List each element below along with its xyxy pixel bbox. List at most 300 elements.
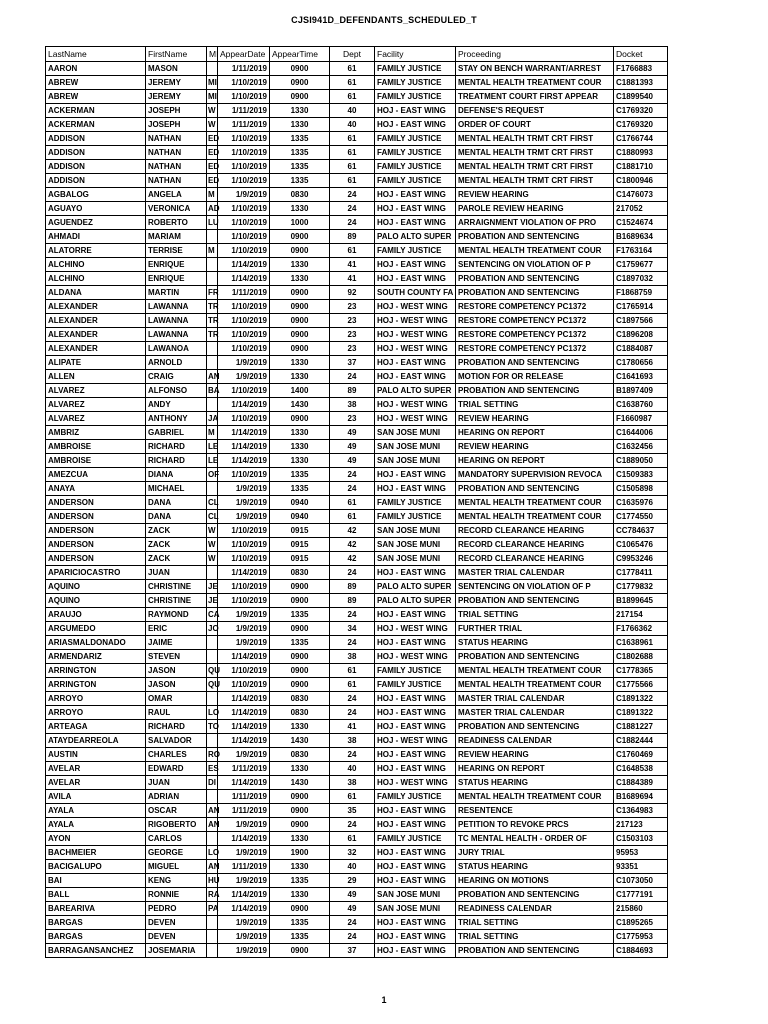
cell-appeardate: 1/10/2019 <box>218 244 270 258</box>
cell-docket: C1774550 <box>614 510 668 524</box>
cell-facility: HOJ - EAST WING <box>375 944 456 958</box>
table-row <box>46 916 668 930</box>
cell-appeartime: 0915 <box>270 524 330 538</box>
cell-proceeding: HEARING ON REPORT <box>456 426 614 440</box>
cell-dept: 42 <box>330 538 375 552</box>
cell-lastname: ALCHINO <box>46 258 146 272</box>
table-row <box>46 62 668 76</box>
cell-dept: 24 <box>330 482 375 496</box>
cell-dept: 41 <box>330 272 375 286</box>
cell-firstname: PEDRO <box>146 902 207 916</box>
cell-lastname: AYALA <box>46 818 146 832</box>
cell-mi <box>207 398 218 412</box>
cell-appeardate: 1/10/2019 <box>218 412 270 426</box>
cell-proceeding: RESTORE COMPETENCY PC1372 <box>456 342 614 356</box>
cell-docket: C1780656 <box>614 356 668 370</box>
table-row <box>46 440 668 454</box>
cell-docket: C1884389 <box>614 776 668 790</box>
cell-dept: 61 <box>330 90 375 104</box>
table-row <box>46 720 668 734</box>
cell-firstname: CHARLES <box>146 748 207 762</box>
cell-facility: SAN JOSE MUNI <box>375 538 456 552</box>
cell-appeartime: 0830 <box>270 706 330 720</box>
cell-lastname: ARROYO <box>46 706 146 720</box>
cell-docket: C1364983 <box>614 804 668 818</box>
cell-facility: HOJ - EAST WING <box>375 748 456 762</box>
cell-firstname: ANGELA <box>146 188 207 202</box>
cell-appeardate: 1/11/2019 <box>218 762 270 776</box>
cell-lastname: ADDISON <box>46 146 146 160</box>
cell-lastname: ARTEAGA <box>46 720 146 734</box>
cell-docket: 95953 <box>614 846 668 860</box>
cell-firstname: RAUL <box>146 706 207 720</box>
cell-appeartime: 0830 <box>270 748 330 762</box>
cell-proceeding: TRIAL SETTING <box>456 398 614 412</box>
page-number: 1 <box>381 995 387 1005</box>
cell-docket: C1895265 <box>614 916 668 930</box>
cell-docket: C1641693 <box>614 370 668 384</box>
cell-firstname: ZACK <box>146 524 207 538</box>
cell-appeardate: 1/9/2019 <box>218 874 270 888</box>
cell-appeartime: 0900 <box>270 90 330 104</box>
cell-proceeding: JURY TRIAL <box>456 846 614 860</box>
cell-appeartime: 1335 <box>270 482 330 496</box>
cell-appeartime: 1330 <box>270 832 330 846</box>
cell-appeardate: 1/9/2019 <box>218 496 270 510</box>
cell-proceeding: MASTER TRIAL CALENDAR <box>456 692 614 706</box>
cell-appeardate: 1/11/2019 <box>218 804 270 818</box>
cell-appeardate: 1/10/2019 <box>218 160 270 174</box>
cell-appeartime: 0900 <box>270 790 330 804</box>
cell-mi: QU <box>207 678 218 692</box>
header-row <box>46 47 668 62</box>
cell-mi: RO <box>207 748 218 762</box>
cell-proceeding: TRIAL SETTING <box>456 608 614 622</box>
cell-facility: HOJ - EAST WING <box>375 804 456 818</box>
cell-docket: C1881393 <box>614 76 668 90</box>
cell-mi: AN <box>207 804 218 818</box>
cell-dept: 61 <box>330 678 375 692</box>
cell-appeardate: 1/14/2019 <box>218 398 270 412</box>
cell-appeartime: 1330 <box>270 762 330 776</box>
table-row <box>46 804 668 818</box>
cell-lastname: ABREW <box>46 90 146 104</box>
cell-proceeding: SENTENCING ON VIOLATION OF P <box>456 580 614 594</box>
cell-docket: C1766744 <box>614 132 668 146</box>
col-header-docket: Docket <box>614 47 668 62</box>
cell-firstname: RONNIE <box>146 888 207 902</box>
cell-appeardate: 1/9/2019 <box>218 608 270 622</box>
cell-dept: 61 <box>330 244 375 258</box>
cell-firstname: LAWANOA <box>146 342 207 356</box>
cell-appeartime: 1335 <box>270 174 330 188</box>
cell-lastname: AQUINO <box>46 594 146 608</box>
cell-docket: 215860 <box>614 902 668 916</box>
cell-dept: 24 <box>330 608 375 622</box>
table-row <box>46 664 668 678</box>
cell-appeartime: 0830 <box>270 188 330 202</box>
cell-appeartime: 0940 <box>270 510 330 524</box>
cell-appeardate: 1/14/2019 <box>218 692 270 706</box>
cell-facility: FAMILY JUSTICE <box>375 510 456 524</box>
cell-proceeding: TC MENTAL HEALTH - ORDER OF <box>456 832 614 846</box>
cell-facility: HOJ - EAST WING <box>375 846 456 860</box>
cell-firstname: DANA <box>146 496 207 510</box>
cell-proceeding: PROBATION AND SENTENCING <box>456 356 614 370</box>
cell-appeartime: 0900 <box>270 622 330 636</box>
cell-mi: W <box>207 552 218 566</box>
cell-facility: PALO ALTO SUPER <box>375 384 456 398</box>
cell-dept: 89 <box>330 580 375 594</box>
cell-facility: SAN JOSE MUNI <box>375 454 456 468</box>
cell-appeartime: 0915 <box>270 552 330 566</box>
table-row <box>46 944 668 958</box>
cell-appeartime: 1335 <box>270 874 330 888</box>
cell-docket: C1778411 <box>614 566 668 580</box>
cell-firstname: ZACK <box>146 552 207 566</box>
cell-dept: 24 <box>330 748 375 762</box>
cell-mi: CL <box>207 510 218 524</box>
cell-appeartime: 1330 <box>270 888 330 902</box>
cell-mi <box>207 482 218 496</box>
cell-mi: JA <box>207 412 218 426</box>
cell-appeardate: 1/14/2019 <box>218 720 270 734</box>
cell-docket: C1648538 <box>614 762 668 776</box>
cell-mi <box>207 734 218 748</box>
cell-facility: FAMILY JUSTICE <box>375 174 456 188</box>
cell-facility: HOJ - WEST WING <box>375 342 456 356</box>
cell-docket: C1884087 <box>614 342 668 356</box>
cell-docket: F1763164 <box>614 244 668 258</box>
cell-dept: 24 <box>330 188 375 202</box>
cell-lastname: AQUINO <box>46 580 146 594</box>
cell-dept: 61 <box>330 496 375 510</box>
cell-dept: 24 <box>330 916 375 930</box>
table-row <box>46 678 668 692</box>
cell-appeardate: 1/14/2019 <box>218 888 270 902</box>
cell-lastname: BALL <box>46 888 146 902</box>
cell-proceeding: HEARING ON REPORT <box>456 454 614 468</box>
cell-lastname: BACHMEIER <box>46 846 146 860</box>
cell-firstname: JUAN <box>146 776 207 790</box>
cell-proceeding: SENTENCING ON VIOLATION OF P <box>456 258 614 272</box>
cell-firstname: MASON <box>146 62 207 76</box>
cell-facility: HOJ - EAST WING <box>375 762 456 776</box>
cell-dept: 24 <box>330 202 375 216</box>
cell-mi: TR <box>207 314 218 328</box>
table-row <box>46 510 668 524</box>
cell-mi: M <box>207 426 218 440</box>
table-row <box>46 482 668 496</box>
table-row <box>46 104 668 118</box>
table-row <box>46 692 668 706</box>
cell-facility: HOJ - EAST WING <box>375 118 456 132</box>
cell-firstname: ANTHONY <box>146 412 207 426</box>
cell-docket: C1065476 <box>614 538 668 552</box>
cell-mi: ED <box>207 146 218 160</box>
cell-lastname: ALEXANDER <box>46 328 146 342</box>
cell-firstname: LAWANNA <box>146 314 207 328</box>
cell-appeardate: 1/10/2019 <box>218 468 270 482</box>
cell-appeartime: 0900 <box>270 678 330 692</box>
cell-appeartime: 0900 <box>270 412 330 426</box>
table-row <box>46 902 668 916</box>
cell-facility: FAMILY JUSTICE <box>375 832 456 846</box>
cell-proceeding: READINESS CALENDAR <box>456 734 614 748</box>
cell-facility: FAMILY JUSTICE <box>375 790 456 804</box>
cell-mi: TO <box>207 720 218 734</box>
cell-proceeding: MENTAL HEALTH TREATMENT COUR <box>456 664 614 678</box>
cell-proceeding: MENTAL HEALTH TREATMENT COUR <box>456 76 614 90</box>
cell-appeartime: 1330 <box>270 860 330 874</box>
cell-appeartime: 1335 <box>270 132 330 146</box>
cell-appeartime: 0900 <box>270 804 330 818</box>
cell-proceeding: RESENTENCE <box>456 804 614 818</box>
cell-firstname: NATHAN <box>146 160 207 174</box>
cell-facility: FAMILY JUSTICE <box>375 678 456 692</box>
cell-proceeding: RECORD CLEARANCE HEARING <box>456 552 614 566</box>
cell-dept: 42 <box>330 552 375 566</box>
col-header-facility: Facility <box>375 47 456 62</box>
table-row <box>46 496 668 510</box>
cell-appeartime: 1430 <box>270 398 330 412</box>
cell-lastname: AGUAYO <box>46 202 146 216</box>
cell-mi: ES <box>207 762 218 776</box>
cell-docket: C1891322 <box>614 706 668 720</box>
cell-mi <box>207 650 218 664</box>
cell-mi: BA <box>207 384 218 398</box>
cell-firstname: ENRIQUE <box>146 272 207 286</box>
cell-proceeding: REVIEW HEARING <box>456 748 614 762</box>
cell-docket: C1778365 <box>614 664 668 678</box>
cell-firstname: GEORGE <box>146 846 207 860</box>
table-row <box>46 314 668 328</box>
cell-proceeding: FURTHER TRIAL <box>456 622 614 636</box>
cell-mi: HU <box>207 874 218 888</box>
cell-dept: 38 <box>330 398 375 412</box>
table-row <box>46 356 668 370</box>
cell-mi: M <box>207 244 218 258</box>
cell-facility: HOJ - EAST WING <box>375 104 456 118</box>
cell-appeardate: 1/9/2019 <box>218 636 270 650</box>
cell-firstname: KENG <box>146 874 207 888</box>
report-title: CJSI941D_DEFENDANTS_SCHEDULED_T <box>291 15 477 25</box>
cell-docket: C1775953 <box>614 930 668 944</box>
cell-proceeding: PROBATION AND SENTENCING <box>456 384 614 398</box>
cell-proceeding: MASTER TRIAL CALENDAR <box>456 566 614 580</box>
cell-mi: QU <box>207 664 218 678</box>
cell-mi: ED <box>207 160 218 174</box>
cell-facility: HOJ - WEST WING <box>375 412 456 426</box>
cell-proceeding: MENTAL HEALTH TREATMENT COUR <box>456 510 614 524</box>
cell-lastname: AGBALOG <box>46 188 146 202</box>
cell-mi <box>207 944 218 958</box>
cell-appeartime: 1335 <box>270 468 330 482</box>
table-row <box>46 468 668 482</box>
table-row <box>46 846 668 860</box>
cell-facility: FAMILY JUSTICE <box>375 132 456 146</box>
cell-appeartime: 1330 <box>270 202 330 216</box>
cell-appeardate: 1/9/2019 <box>218 188 270 202</box>
cell-dept: 24 <box>330 818 375 832</box>
cell-proceeding: REVIEW HEARING <box>456 440 614 454</box>
table-row <box>46 762 668 776</box>
table-row <box>46 748 668 762</box>
cell-proceeding: MENTAL HEALTH TRMT CRT FIRST <box>456 160 614 174</box>
cell-docket: F1766362 <box>614 622 668 636</box>
table-row <box>46 650 668 664</box>
cell-appeardate: 1/10/2019 <box>218 552 270 566</box>
cell-dept: 61 <box>330 790 375 804</box>
cell-proceeding: PROBATION AND SENTENCING <box>456 272 614 286</box>
col-header-appeardate: AppearDate <box>218 47 270 62</box>
cell-lastname: ARMENDARIZ <box>46 650 146 664</box>
cell-lastname: ALLEN <box>46 370 146 384</box>
cell-mi: TR <box>207 328 218 342</box>
cell-facility: HOJ - EAST WING <box>375 272 456 286</box>
cell-mi: ED <box>207 132 218 146</box>
cell-mi <box>207 356 218 370</box>
cell-lastname: AVELAR <box>46 776 146 790</box>
cell-appeartime: 0900 <box>270 286 330 300</box>
table-row <box>46 412 668 426</box>
cell-facility: HOJ - WEST WING <box>375 300 456 314</box>
cell-dept: 24 <box>330 692 375 706</box>
cell-facility: SAN JOSE MUNI <box>375 440 456 454</box>
cell-dept: 24 <box>330 216 375 230</box>
cell-lastname: ACKERMAN <box>46 104 146 118</box>
cell-firstname: DEVEN <box>146 930 207 944</box>
cell-facility: HOJ - EAST WING <box>375 720 456 734</box>
table-row <box>46 286 668 300</box>
cell-firstname: MIGUEL <box>146 860 207 874</box>
cell-facility: HOJ - WEST WING <box>375 622 456 636</box>
cell-mi: LE <box>207 440 218 454</box>
cell-appeartime: 0940 <box>270 496 330 510</box>
cell-facility: PALO ALTO SUPER <box>375 594 456 608</box>
cell-firstname: JOSEPH <box>146 118 207 132</box>
cell-proceeding: PROBATION AND SENTENCING <box>456 944 614 958</box>
cell-proceeding: STATUS HEARING <box>456 860 614 874</box>
cell-mi <box>207 832 218 846</box>
cell-facility: HOJ - EAST WING <box>375 356 456 370</box>
cell-firstname: ADRIAN <box>146 790 207 804</box>
cell-firstname: RICHARD <box>146 720 207 734</box>
cell-mi <box>207 62 218 76</box>
cell-lastname: AARON <box>46 62 146 76</box>
cell-docket: C1638760 <box>614 398 668 412</box>
cell-docket: C1779832 <box>614 580 668 594</box>
cell-appeartime: 0900 <box>270 594 330 608</box>
cell-firstname: TERRISE <box>146 244 207 258</box>
cell-appeartime: 1330 <box>270 258 330 272</box>
cell-appeardate: 1/9/2019 <box>218 846 270 860</box>
cell-facility: PALO ALTO SUPER <box>375 230 456 244</box>
cell-facility: HOJ - WEST WING <box>375 650 456 664</box>
cell-appeardate: 1/14/2019 <box>218 734 270 748</box>
cell-dept: 24 <box>330 566 375 580</box>
cell-appeardate: 1/10/2019 <box>218 594 270 608</box>
cell-appeartime: 0900 <box>270 342 330 356</box>
cell-mi: AN <box>207 860 218 874</box>
table-row <box>46 118 668 132</box>
cell-firstname: VERONICA <box>146 202 207 216</box>
cell-appeardate: 1/11/2019 <box>218 118 270 132</box>
cell-appeartime: 0900 <box>270 580 330 594</box>
table-row <box>46 258 668 272</box>
cell-docket: C1635976 <box>614 496 668 510</box>
cell-firstname: CHRISTINE <box>146 580 207 594</box>
cell-lastname: ARRINGTON <box>46 664 146 678</box>
cell-docket: C1889050 <box>614 454 668 468</box>
cell-mi: JO <box>207 622 218 636</box>
cell-lastname: BAI <box>46 874 146 888</box>
cell-docket: B1689634 <box>614 230 668 244</box>
cell-dept: 32 <box>330 846 375 860</box>
cell-dept: 89 <box>330 594 375 608</box>
cell-proceeding: TRIAL SETTING <box>456 916 614 930</box>
cell-lastname: AGUENDEZ <box>46 216 146 230</box>
cell-appeartime: 1330 <box>270 440 330 454</box>
cell-dept: 89 <box>330 230 375 244</box>
cell-facility: FAMILY JUSTICE <box>375 244 456 258</box>
cell-proceeding: MENTAL HEALTH TREATMENT COUR <box>456 790 614 804</box>
cell-mi <box>207 916 218 930</box>
cell-facility: HOJ - EAST WING <box>375 468 456 482</box>
cell-mi <box>207 272 218 286</box>
cell-mi <box>207 790 218 804</box>
cell-dept: 49 <box>330 426 375 440</box>
cell-dept: 23 <box>330 300 375 314</box>
cell-lastname: ATAYDEARREOLA <box>46 734 146 748</box>
cell-proceeding: PROBATION AND SENTENCING <box>456 888 614 902</box>
cell-lastname: BACIGALUPO <box>46 860 146 874</box>
cell-facility: FAMILY JUSTICE <box>375 90 456 104</box>
cell-facility: HOJ - EAST WING <box>375 370 456 384</box>
cell-docket: F1766883 <box>614 62 668 76</box>
cell-proceeding: HEARING ON MOTIONS <box>456 874 614 888</box>
table-row <box>46 426 668 440</box>
cell-facility: HOJ - EAST WING <box>375 860 456 874</box>
cell-appeardate: 1/11/2019 <box>218 860 270 874</box>
cell-facility: FAMILY JUSTICE <box>375 146 456 160</box>
table-row <box>46 790 668 804</box>
cell-mi: LE <box>207 454 218 468</box>
cell-lastname: ARRINGTON <box>46 678 146 692</box>
table-row <box>46 300 668 314</box>
cell-mi: M <box>207 188 218 202</box>
cell-proceeding: PAROLE REVIEW HEARING <box>456 202 614 216</box>
table-row <box>46 734 668 748</box>
cell-lastname: ADDISON <box>46 160 146 174</box>
cell-appeardate: 1/14/2019 <box>218 566 270 580</box>
cell-appeardate: 1/9/2019 <box>218 356 270 370</box>
cell-lastname: ALDANA <box>46 286 146 300</box>
cell-proceeding: RECORD CLEARANCE HEARING <box>456 524 614 538</box>
cell-dept: 38 <box>330 776 375 790</box>
cell-dept: 23 <box>330 412 375 426</box>
cell-proceeding: MANDATORY SUPERVISION REVOCA <box>456 468 614 482</box>
cell-lastname: ALVAREZ <box>46 384 146 398</box>
cell-docket: C1524674 <box>614 216 668 230</box>
cell-mi <box>207 636 218 650</box>
cell-facility: FAMILY JUSTICE <box>375 160 456 174</box>
cell-appeardate: 1/11/2019 <box>218 104 270 118</box>
table-row <box>46 538 668 552</box>
cell-appeartime: 1330 <box>270 720 330 734</box>
cell-proceeding: MENTAL HEALTH TREATMENT COUR <box>456 244 614 258</box>
cell-appeardate: 1/14/2019 <box>218 440 270 454</box>
